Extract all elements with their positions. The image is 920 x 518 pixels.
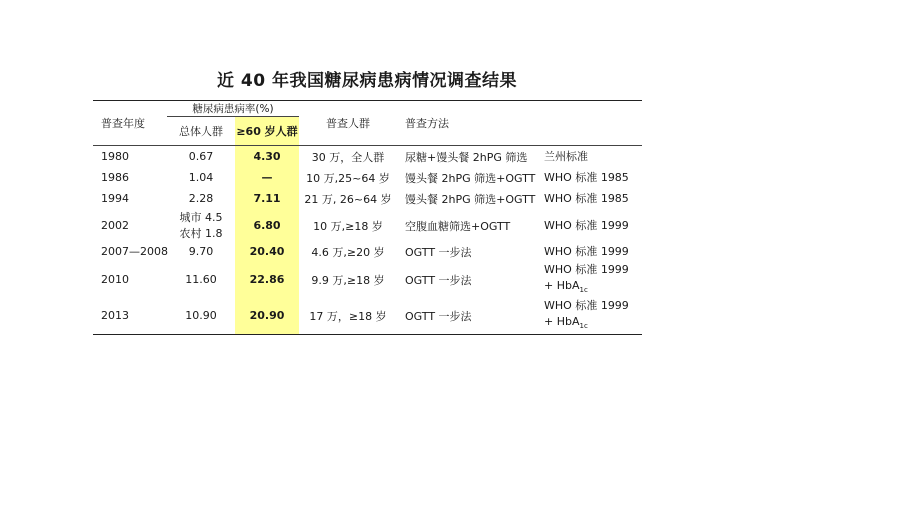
population-header: 普查人群 bbox=[299, 109, 397, 138]
prevalence-group-header: 糖尿病患病率(%) bbox=[167, 101, 299, 117]
cell-overall: 10.90 bbox=[167, 298, 235, 335]
cell-method: 馒头餐 2hPG 筛选+OGTT bbox=[405, 171, 536, 185]
cell-elderly: 6.80 bbox=[235, 210, 299, 242]
year-header: 普查年度 bbox=[93, 109, 167, 138]
cell-standard: 兰州标准 bbox=[544, 149, 589, 163]
table-row bbox=[93, 242, 642, 262]
cell-elderly: 20.90 bbox=[235, 298, 299, 335]
overall-header: 总体人群 bbox=[167, 117, 235, 146]
cell-method: 馒头餐 2hPG 筛选+OGTT bbox=[405, 192, 536, 206]
table-row bbox=[93, 146, 642, 168]
cell-standard: WHO 标准 1999 bbox=[544, 244, 629, 258]
cell-population: 21 万, 26~64 岁 bbox=[304, 192, 392, 206]
cell-population: 17 万，≥18 岁 bbox=[299, 298, 397, 335]
cell-overall: 1.04 bbox=[188, 170, 214, 184]
cell-year: 1986 bbox=[101, 171, 129, 184]
cell-method: 空腹血糖筛选+OGTT bbox=[405, 219, 511, 233]
cell-elderly: 20.40 bbox=[235, 242, 299, 262]
cell-year: 1994 bbox=[101, 192, 129, 205]
cell-standard: WHO 标准 1999 bbox=[544, 218, 629, 232]
cell-year: 2013 bbox=[93, 298, 167, 335]
cell-standard: WHO 标准 1985 bbox=[544, 170, 629, 184]
table-title: 近 40 年我国糖尿病患病情况调查结果 bbox=[217, 71, 517, 91]
method-header: 普查方法 bbox=[397, 109, 544, 138]
cell-overall: 0.67 bbox=[188, 149, 214, 163]
cell-standard: WHO 标准 1985 bbox=[544, 191, 629, 205]
cell-year: 1980 bbox=[101, 150, 129, 164]
cell-overall: 城市 4.5 农村 1.8 bbox=[179, 210, 223, 240]
elderly-header: ≥60 岁人群 bbox=[235, 117, 299, 146]
cell-standard: WHO 标准 1999 + HbA$_{1c}$ bbox=[544, 262, 629, 294]
cell-year: 2002 bbox=[101, 219, 129, 232]
cell-method: OGTT 一步法 bbox=[405, 273, 472, 287]
cell-elderly: 22.86 bbox=[235, 262, 299, 298]
diabetes-survey-table bbox=[93, 100, 642, 335]
cell-year: 2010 bbox=[101, 273, 129, 287]
cell-standard: WHO 标准 1999 + HbA$_{1c}$ bbox=[544, 298, 642, 335]
cell-population: 10 万,25~64 岁 bbox=[306, 171, 390, 185]
table-row bbox=[93, 262, 642, 298]
cell-method: OGTT 一步法 bbox=[405, 245, 472, 259]
cell-overall: 11.60 bbox=[185, 272, 217, 286]
cell-elderly: 4.30 bbox=[235, 146, 299, 168]
cell-overall: 9.70 bbox=[188, 244, 214, 258]
cell-overall: 2.28 bbox=[188, 191, 214, 205]
cell-population: 30 万，全人群 bbox=[311, 150, 385, 164]
table-row bbox=[93, 168, 642, 188]
table-body bbox=[93, 146, 642, 335]
cell-population: 4.6 万,≥20 岁 bbox=[311, 245, 385, 259]
table-row bbox=[93, 210, 642, 242]
cell-population: 10 万,≥18 岁 bbox=[313, 219, 383, 233]
cell-elderly: — bbox=[235, 168, 299, 188]
cell-elderly: 7.11 bbox=[235, 188, 299, 210]
cell-year: 2007—2008 bbox=[101, 245, 168, 258]
cell-population: 9.9 万,≥18 岁 bbox=[311, 273, 385, 287]
table-row bbox=[93, 298, 642, 335]
table-row bbox=[93, 188, 642, 210]
cell-method: 尿糖+馒头餐 2hPG 筛选 bbox=[405, 150, 528, 164]
cell-method: OGTT 一步法 bbox=[397, 298, 544, 335]
